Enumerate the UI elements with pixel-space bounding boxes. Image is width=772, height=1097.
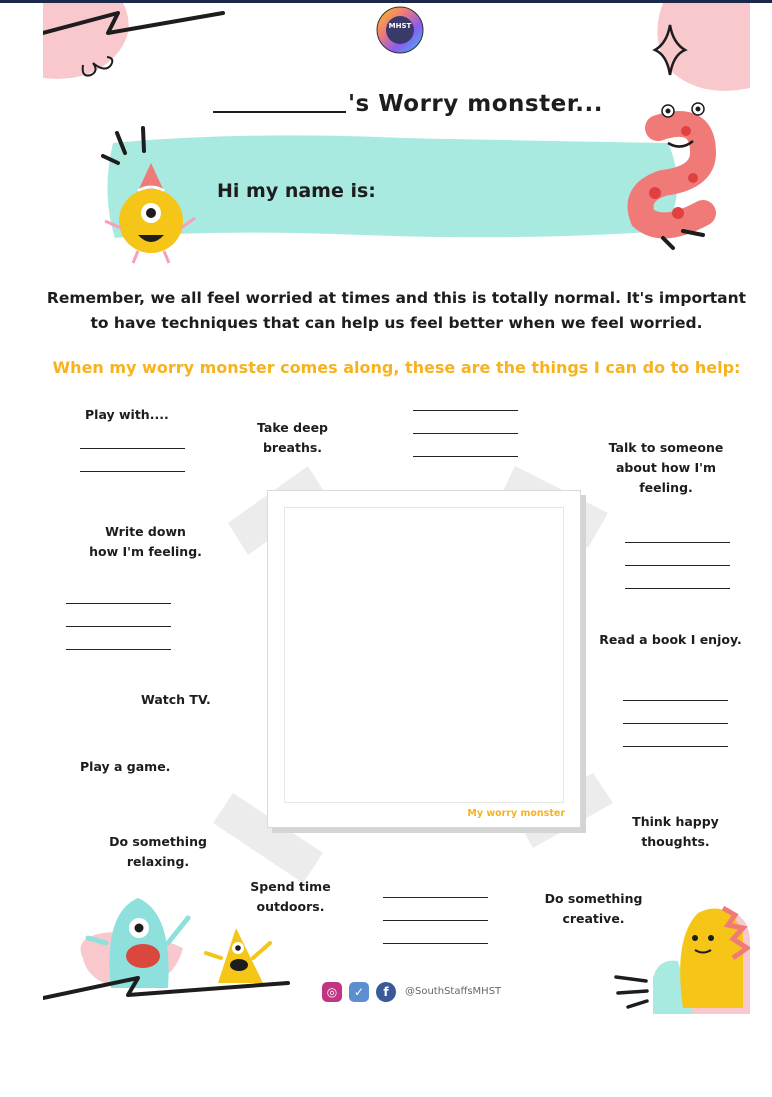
write-line[interactable] — [413, 433, 518, 434]
intro-line-1: Remember, we all feel worried at times and this is totally normal. It's important — [46, 289, 747, 307]
name-blank-line[interactable] — [213, 111, 346, 113]
write-line[interactable] — [383, 920, 488, 921]
small-yellow-monster — [206, 928, 270, 983]
label-line: Do something — [544, 891, 643, 906]
instagram-icon[interactable]: ◎ — [322, 982, 342, 1002]
write-line[interactable] — [66, 649, 171, 650]
label-spend-time-outdoors — [248, 877, 333, 917]
drawing-area[interactable] — [284, 507, 564, 803]
pink-snake-monster — [641, 103, 705, 248]
label-line: how I'm feeling. — [89, 544, 202, 559]
prompt-heading: When my worry monster comes along, these are the things I can do to help: — [52, 358, 741, 377]
label-think-happy-thoughts — [628, 812, 723, 852]
label-watch-tv: Watch TV. — [141, 692, 211, 707]
label-do-something-relaxing — [108, 832, 208, 872]
title-text: 's Worry monster... — [348, 91, 603, 117]
banner-shape — [107, 135, 677, 238]
label-talk-to-someone — [591, 438, 741, 498]
label-play-with: Play with.... — [85, 407, 169, 422]
label-line: Write down — [105, 524, 186, 539]
label-read-a-book: Read a book I enjoy. — [599, 632, 742, 647]
label-line: thoughts. — [641, 834, 710, 849]
worksheet — [43, 3, 750, 1014]
write-line[interactable] — [625, 588, 730, 589]
write-line[interactable] — [80, 471, 185, 472]
label-line: about how I'm feeling. — [615, 460, 717, 495]
write-line[interactable] — [80, 448, 185, 449]
label-line: Do something — [109, 834, 207, 849]
write-line[interactable] — [625, 542, 730, 543]
label-line: Think happy — [632, 814, 719, 829]
label-line: Take deep — [256, 420, 328, 435]
frame-caption: My worry monster — [467, 808, 565, 819]
social-handle: @SouthStaffsMHST — [405, 986, 502, 997]
label-line: Spend time — [250, 879, 331, 894]
write-line[interactable] — [66, 603, 171, 604]
write-line[interactable] — [623, 700, 728, 701]
write-line[interactable] — [625, 565, 730, 566]
label-play-a-game: Play a game. — [80, 759, 171, 774]
logo-text: MHST — [388, 22, 412, 30]
write-line[interactable] — [383, 897, 488, 898]
twitter-icon[interactable]: ✓ — [349, 982, 369, 1002]
drawing-frame[interactable] — [267, 490, 581, 828]
write-line[interactable] — [413, 456, 518, 457]
pink-blob-top-right — [657, 3, 750, 91]
write-line[interactable] — [623, 723, 728, 724]
label-write-down — [88, 522, 203, 562]
write-line[interactable] — [623, 746, 728, 747]
facebook-icon[interactable]: f — [376, 982, 396, 1002]
intro-line-2: to have techniques that can help us feel better when we feel worried. — [90, 314, 703, 332]
label-line: breaths. — [262, 440, 323, 455]
label-line: Talk to someone — [608, 440, 724, 455]
label-take-deep-breaths — [255, 418, 330, 458]
intro-paragraph — [43, 286, 750, 336]
write-line[interactable] — [383, 943, 488, 944]
label-do-something-creative — [541, 889, 646, 929]
write-line[interactable] — [66, 626, 171, 627]
label-line: outdoors. — [256, 899, 325, 914]
banner-text: Hi my name is: — [217, 180, 376, 202]
label-line: relaxing. — [126, 854, 190, 869]
label-line: creative. — [562, 911, 625, 926]
mhst-logo — [376, 6, 424, 54]
page-title — [213, 91, 603, 117]
write-line[interactable] — [413, 410, 518, 411]
